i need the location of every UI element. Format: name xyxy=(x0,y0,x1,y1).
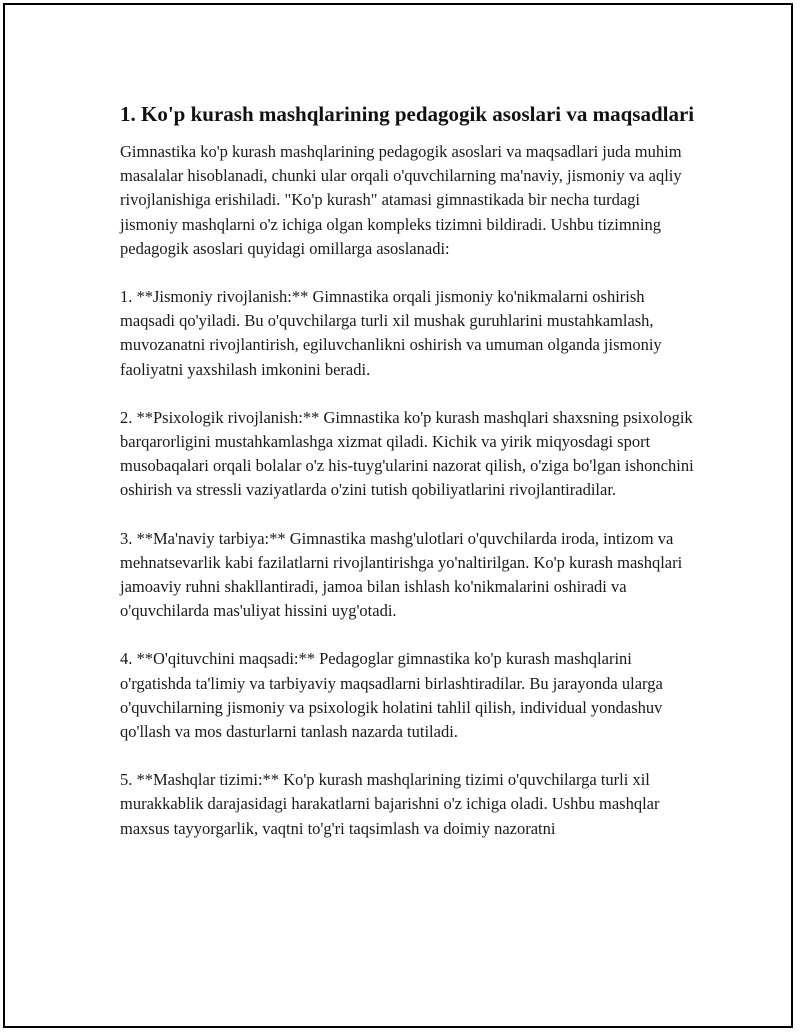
section-heading: 1. Ko'p kurash mashqlarining pedagogik asoslari va maqsadlari xyxy=(120,102,695,126)
list-item-exercise-system: 5. **Mashqlar tizimi:** Ko'p kurash mashqlarining tizimi o'quvchilarga turli xil murakkablik darajasidagi harakatlarni bajarishni o'z ichiga oladi. Ushbu mashqlar maxsus tayyorgarlik, vaqtni to'g'ri taqsimlash va doimiy nazoratni xyxy=(120,770,660,838)
list-item-moral: 3. **Ma'naviy tarbiya:** Gimnastika mashg'ulotlari o'quvchilarda iroda, intizom va mehnatsevarlik kabi fazilatlarni rivojlantirishga yo'naltirilgan. Ko'p kurash mashqlari jamoaviy ruhni shakllantiradi, jamoa bilan ishlash ko'nikmalarini oshiradi va o'quvchilarda mas'uliyat hissini uyg'otadi. xyxy=(120,528,683,621)
intro-paragraph: Gimnastika ko'p kurash mashqlarining pedagogik asoslari va maqsadlari juda muhim masalalar hisoblanadi, chunki ular orqali o'quvchilarning ma'naviy, jismoniy va aqliy rivojlanishiga erishiladi. "Ko'p kurash" atamasi gimnastikada bir necha turdagi jismoniy mashqlarni o'z ichiga olgan kompleks tizimni bildiradi. Ushbu tizimning pedagogik asoslari quyidagi omillarga asoslanadi: xyxy=(120,142,682,258)
page-frame xyxy=(3,3,793,1028)
document-body xyxy=(120,100,700,865)
list-item-teacher-goal: 4. **O'qituvchini maqsadi:** Pedagoglar gimnastika ko'p kurash mashqlarini o'rgatishda ta'limiy va tarbiyaviy maqsadlarni birlashtiradilar. Bu jarayonda ularga o'quvchilarning jismoniy va psixologik holatini tahlil qilish, individual yondashuv qo'llash va mos dasturlarni tanlash nazarda tutiladi. xyxy=(120,649,663,742)
list-item-psychological: 2. **Psixologik rivojlanish:** Gimnastika ko'p kurash mashqlari shaxsning psixologik barqarorligini mustahkamlashga xizmat qiladi. Kichik va yirik miqyosdagi sport musobaqalari orqali bolalar o'z his-tuyg'ularini nazorat qilish, o'ziga bo'lgan ishonchini oshirish va stressli vaziyatlarda o'zini tutish qobiliyatlarini rivojlantiradilar. xyxy=(120,407,694,500)
list-item-physical: 1. **Jismoniy rivojlanish:** Gimnastika orqali jismoniy ko'nikmalarni oshirish maqsadi qo'yiladi. Bu o'quvchilarga turli xil mushak guruhlarini mustahkamlash, muvozanatni rivojlantirish, egiluvchanlikni oshirish va umuman olganda jismoniy faoliyatni yaxshilash imkonini beradi. xyxy=(120,287,662,379)
